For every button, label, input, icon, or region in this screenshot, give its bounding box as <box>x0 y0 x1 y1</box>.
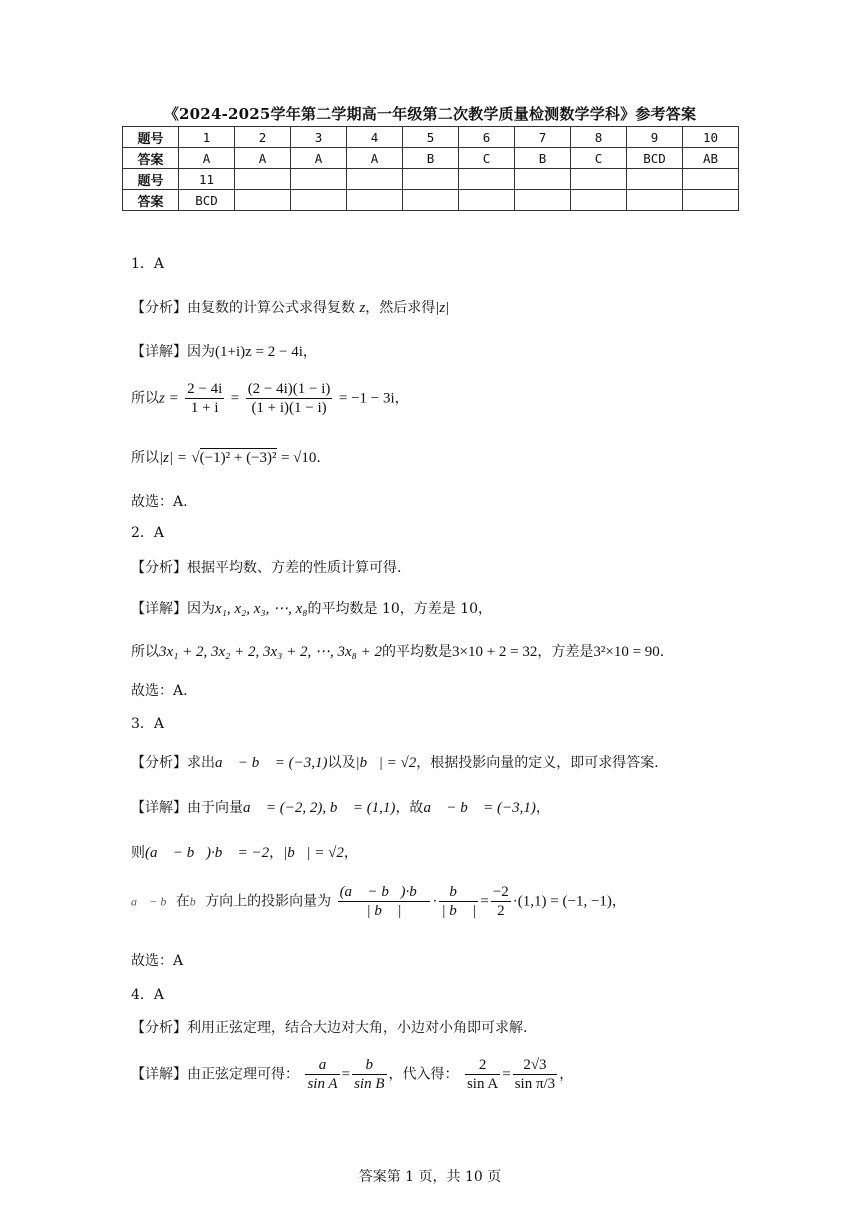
comma: ， <box>394 390 409 407</box>
analysis-text: 利用正弦定理，结合大边对大角，小边对小角即可求解. <box>187 1020 528 1036</box>
q3-proj-line <box>131 883 626 920</box>
table-cell: 2 <box>235 127 291 148</box>
q2-number: 2．A <box>131 525 165 541</box>
so-text: 所以 <box>131 644 159 660</box>
table-cell <box>627 190 683 211</box>
table-cell <box>683 190 739 211</box>
q1-so-line <box>131 380 409 417</box>
table-cell: A <box>347 148 403 169</box>
table-cell <box>347 190 403 211</box>
detail-text2: ，代入得： <box>388 1066 459 1083</box>
table-cell: C <box>459 148 515 169</box>
fraction-num: a <box>305 1056 339 1075</box>
table-cell <box>291 190 347 211</box>
math-expr: 3x₁ + 2, 3x₂ + 2, 3x₃ + 2, ⋯, 3x₈ + 2 <box>159 644 382 660</box>
detail-text2: 的平均数是 10，方差是 10， <box>307 601 493 617</box>
q3-number: 3．A <box>131 716 165 732</box>
table-cell: 1 <box>179 127 235 148</box>
var-text: ，方差是 <box>537 644 594 660</box>
fraction-num: b <box>352 1056 386 1075</box>
analysis-tag: 【分析】 <box>131 755 187 771</box>
fraction-den: | b⃗ | <box>441 903 477 919</box>
table-cell: BCD <box>179 190 235 211</box>
table-cell: 9 <box>627 127 683 148</box>
math-eq: a⃗ = (−2, 2), b⃗ = (1,1) <box>243 800 396 816</box>
fraction-num: (a⃗ − b⃗)·b⃗ <box>339 884 429 900</box>
then-sep: ， <box>269 845 284 861</box>
sqrt-content: (−1)² + (−3)² <box>199 450 277 466</box>
fraction <box>491 883 511 920</box>
math-result: ·(1,1) = (−1, −1) <box>512 893 612 910</box>
fraction <box>352 1056 386 1093</box>
detail-end: ， <box>302 344 317 360</box>
table-cell <box>235 169 291 190</box>
row-header: 答案 <box>123 190 179 211</box>
table-cell <box>291 169 347 190</box>
mean-text: 的平均数是 <box>381 644 452 660</box>
analysis-text3: ，根据投影向量的定义，即可求得答案. <box>416 755 659 771</box>
table-cell: B <box>515 148 571 169</box>
q1-number: 1．A <box>131 256 165 272</box>
answer-row <box>123 190 739 211</box>
analysis-tag: 【分析】 <box>131 300 187 316</box>
q2-analysis <box>131 557 401 577</box>
analysis-text2: ，然后求得 <box>365 300 436 316</box>
table-cell <box>515 190 571 211</box>
table-cell <box>235 190 291 211</box>
proj-end: ， <box>611 893 626 910</box>
q1-analysis <box>131 297 449 317</box>
table-cell: A <box>235 148 291 169</box>
page-footer: 答案第 1 页，共 10 页 <box>358 1169 502 1185</box>
detail-text: 因为 <box>187 601 215 617</box>
fraction-den: 2 <box>497 903 505 919</box>
detail-tag: 【详解】 <box>131 344 187 360</box>
q2-choose: 故选：A. <box>131 683 188 699</box>
eq-sign: = <box>341 1066 351 1083</box>
question-row <box>123 127 739 148</box>
question-row <box>123 169 739 190</box>
q1-abs-line <box>131 447 321 467</box>
fraction-den: sin B <box>354 1076 385 1092</box>
table-cell: 4 <box>347 127 403 148</box>
math-then2: |b⃗| = √2 <box>283 845 344 861</box>
answer-row <box>123 148 739 169</box>
fraction <box>305 1056 339 1093</box>
fraction-den: (1 + i)(1 − i) <box>251 400 327 416</box>
then-end: ， <box>343 845 358 861</box>
math-eq1: a⃗ − b⃗ = (−3,1) <box>215 755 328 771</box>
fraction-num: b⃗ <box>439 883 478 902</box>
analysis-text: 由复数的计算公式求得复数 <box>187 300 355 316</box>
detail-end: ， <box>535 800 550 816</box>
fraction <box>439 883 478 920</box>
detail-text: 由正弦定理可得： <box>187 1066 299 1083</box>
table-cell: 10 <box>683 127 739 148</box>
detail-end: ， <box>559 1066 574 1083</box>
detail-tag: 【详解】 <box>131 800 187 816</box>
so-text: 所以 <box>131 390 159 407</box>
table-cell <box>347 169 403 190</box>
q3-then-line <box>131 842 358 862</box>
detail-text: 由于向量 <box>187 800 243 816</box>
detail-text: 因为 <box>187 344 215 360</box>
table-cell: 6 <box>459 127 515 148</box>
math-b: b⃗ <box>189 894 206 909</box>
eq-sign: = <box>502 1066 511 1083</box>
table-cell: AB <box>683 148 739 169</box>
eq-sign: = <box>480 893 489 910</box>
proj-text2: 方向上的投影向量为 <box>205 893 332 910</box>
math-z: z <box>359 300 366 316</box>
end: . <box>659 644 665 660</box>
math-eq2: |b⃗| = √2 <box>355 755 417 771</box>
period: . <box>316 450 321 466</box>
fraction-den: sin A <box>466 1076 499 1092</box>
table-cell: C <box>571 148 627 169</box>
q3-detail <box>131 797 550 817</box>
table-cell: 11 <box>179 169 235 190</box>
fraction <box>338 883 431 920</box>
so-text: 所以 <box>131 450 159 466</box>
q2-so-line <box>131 641 664 661</box>
fraction <box>185 380 224 417</box>
fraction-num: −2 <box>492 884 509 900</box>
analysis-text: 求出 <box>187 755 215 771</box>
analysis-text: 根据平均数、方差的性质计算可得. <box>187 560 402 576</box>
q1-detail <box>131 341 317 361</box>
math-abs-z: |z| <box>435 300 450 316</box>
analysis-tag: 【分析】 <box>131 560 187 576</box>
table-cell <box>683 169 739 190</box>
eq-sign: = <box>230 390 240 407</box>
table-cell <box>403 169 459 190</box>
table-cell <box>571 169 627 190</box>
table-cell: B <box>403 148 459 169</box>
then-text: 则 <box>131 845 145 861</box>
math-result: = −1 − 3i <box>338 390 395 407</box>
table-cell <box>627 169 683 190</box>
q4-detail <box>131 1056 573 1093</box>
table-cell: 8 <box>571 127 627 148</box>
fraction-num: 2 <box>465 1056 500 1075</box>
row-header: 题号 <box>123 169 179 190</box>
fraction-num: (2 − 4i)(1 − i) <box>247 381 331 397</box>
answer-table <box>122 126 739 211</box>
fraction-num: 2 − 4i <box>187 381 223 397</box>
detail-tag: 【详解】 <box>131 601 187 617</box>
table-cell: 5 <box>403 127 459 148</box>
fraction-num: 2√3 <box>513 1056 558 1075</box>
math-result: = √10 <box>280 450 317 466</box>
math-eq2: a⃗ − b⃗ = (−3,1) <box>423 800 536 816</box>
analysis-tag: 【分析】 <box>131 1020 187 1036</box>
q1-choose: 故选：A. <box>131 494 188 510</box>
q3-choose: 故选：A <box>131 953 184 969</box>
fraction <box>513 1056 558 1093</box>
math-mean: 3×10 + 2 = 32 <box>451 644 538 660</box>
math-then: (a⃗ − b⃗)·b⃗ = −2 <box>145 845 270 861</box>
math-head: a⃗ − b⃗ <box>131 894 176 909</box>
fraction <box>465 1056 500 1093</box>
table-cell: 7 <box>515 127 571 148</box>
table-cell <box>571 190 627 211</box>
detail-tag: 【详解】 <box>131 1066 187 1083</box>
table-cell <box>403 190 459 211</box>
table-cell <box>459 169 515 190</box>
table-cell: A <box>179 148 235 169</box>
table-cell <box>459 190 515 211</box>
fraction-den: sin π/3 <box>514 1076 556 1092</box>
analysis-text2: 以及 <box>327 755 356 771</box>
table-cell <box>515 169 571 190</box>
q4-analysis <box>131 1017 527 1037</box>
dot: · <box>432 893 438 910</box>
table-cell: A <box>291 148 347 169</box>
detail-text2: ，故 <box>395 800 424 816</box>
math-vars: x₁, x₂, x₃, ⋯, x₈ <box>215 601 308 617</box>
proj-text: 在 <box>175 893 190 910</box>
fraction-den: sin A <box>307 1076 338 1092</box>
q4-number: 4．A <box>131 987 165 1003</box>
math-eq: (1+i)z = 2 − 4i <box>215 344 303 360</box>
table-cell: 3 <box>291 127 347 148</box>
sqrt-sign: √ <box>191 450 200 466</box>
table-cell: BCD <box>627 148 683 169</box>
q2-detail <box>131 598 492 618</box>
fraction <box>246 380 333 417</box>
row-header: 题号 <box>123 127 179 148</box>
q3-analysis <box>131 752 659 772</box>
page-title: 《2024-2025学年第二学期高一年级第二次教学质量检测数学学科》参考答案 <box>163 105 697 123</box>
math-var: 3²×10 = 90 <box>593 644 660 660</box>
fraction-den: 1 + i <box>190 400 219 416</box>
row-header: 答案 <box>123 148 179 169</box>
math-z-eq: z = <box>159 390 179 407</box>
fraction-den: | b⃗ | <box>366 903 402 919</box>
math-abs: |z| = <box>159 450 187 466</box>
